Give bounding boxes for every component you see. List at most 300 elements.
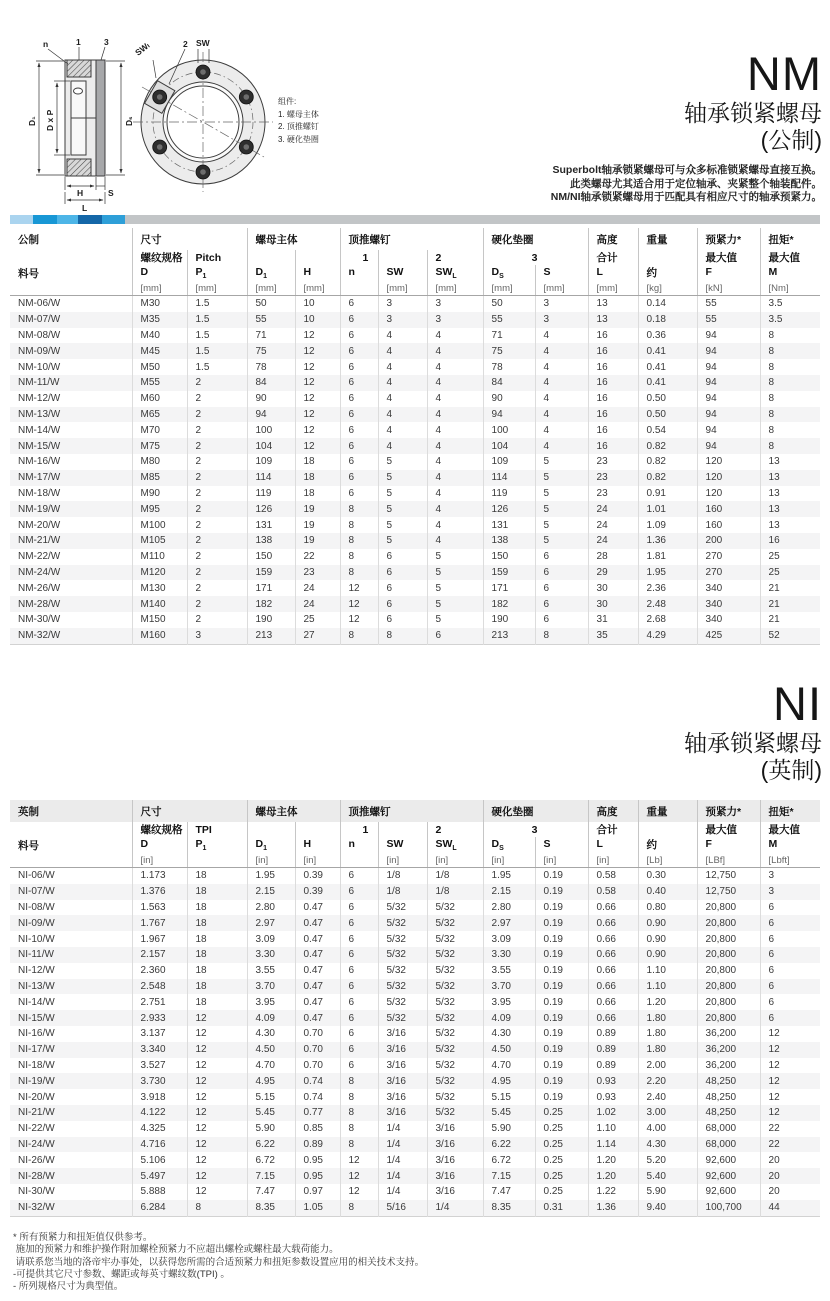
spec-cell: 6 <box>340 296 378 312</box>
part-number-cell: NM-21/W <box>18 535 61 547</box>
spec-cell: 12 <box>187 1168 247 1184</box>
spec-cell: 6 <box>340 375 378 391</box>
spec-cell: M55 <box>132 375 187 391</box>
spec-cell: 6 <box>340 947 378 963</box>
spec-cell: 12 <box>340 612 378 628</box>
spec-cell: 0.47 <box>295 979 340 995</box>
spec-cell: 5.40 <box>638 1168 697 1184</box>
spec-cell: 2.36 <box>638 580 697 596</box>
spec-cell: 6 <box>340 1042 378 1058</box>
col-unit <box>340 853 378 868</box>
accent-bar-segment <box>125 215 820 224</box>
spec-cell: 3 <box>760 868 820 884</box>
spec-cell: 5 <box>378 517 427 533</box>
metric-table-body <box>10 296 820 645</box>
spec-cell: 5/32 <box>427 1058 483 1074</box>
part-number-cell: NM-28/W <box>18 598 61 610</box>
spec-cell: 18 <box>187 915 247 931</box>
spec-cell: M80 <box>132 454 187 470</box>
spec-cell: 4 <box>535 328 588 344</box>
spec-cell: 3 <box>427 312 483 328</box>
table-row <box>10 1073 820 1089</box>
spec-cell: 6 <box>340 359 378 375</box>
spec-cell: 10 <box>295 312 340 328</box>
spec-cell: 12 <box>760 1026 820 1042</box>
spec-cell: 23 <box>295 565 340 581</box>
spec-cell: 1.36 <box>588 1200 638 1216</box>
spec-cell: 6 <box>340 1026 378 1042</box>
col-symbol: D <box>132 837 187 853</box>
table-row <box>10 391 820 407</box>
group-preload: 预紧力* <box>697 228 760 250</box>
spec-cell: 6 <box>340 470 378 486</box>
spec-cell: 1.10 <box>638 963 697 979</box>
spec-cell: 16 <box>588 343 638 359</box>
spec-cell: 6 <box>340 486 378 502</box>
spec-cell: 100 <box>247 422 295 438</box>
spec-cell: 1.5 <box>187 343 247 359</box>
table-row <box>10 517 820 533</box>
spec-cell: 7.15 <box>483 1168 535 1184</box>
nm-title-block <box>550 47 822 205</box>
table-row <box>10 328 820 344</box>
table-row <box>10 963 820 979</box>
spec-cell: 1.05 <box>295 1200 340 1216</box>
part-number-cell: NM-18/W <box>18 488 61 500</box>
spec-cell: 0.66 <box>588 1010 638 1026</box>
ni-unit-system: (英制) <box>760 757 822 783</box>
spec-cell: 3.918 <box>132 1089 187 1105</box>
spec-cell: 120 <box>697 486 760 502</box>
ni-title-block <box>684 677 822 784</box>
col-unit: [in] <box>378 853 427 868</box>
col-symbol: S <box>535 265 588 281</box>
spec-cell: 78 <box>483 359 535 375</box>
spec-cell: 190 <box>247 612 295 628</box>
spec-cell: 3/16 <box>378 1026 427 1042</box>
group-size: 尺寸 <box>132 800 247 822</box>
spec-cell: 1.80 <box>638 1042 697 1058</box>
spec-cell: 4 <box>378 422 427 438</box>
spec-cell: 5 <box>535 486 588 502</box>
spec-cell: 3/16 <box>427 1168 483 1184</box>
spec-cell: 1/4 <box>378 1137 427 1153</box>
spec-cell: 2.20 <box>638 1073 697 1089</box>
spec-cell: 0.19 <box>535 884 588 900</box>
spec-cell: 1/4 <box>378 1184 427 1200</box>
spec-cell: 4 <box>378 328 427 344</box>
spec-cell: 1/4 <box>427 1200 483 1216</box>
part-number-cell: NI-06/W <box>18 870 55 882</box>
spec-cell: 2 <box>187 565 247 581</box>
col-symbol: S <box>535 837 588 853</box>
group-height: 高度 <box>588 228 638 250</box>
spec-cell: 5.90 <box>247 1121 295 1137</box>
spec-cell: 6 <box>340 312 378 328</box>
spec-cell: 5/32 <box>427 1026 483 1042</box>
part-number-cell: NI-26/W <box>18 1154 55 1166</box>
table-row <box>10 407 820 423</box>
spec-cell: 2 <box>187 596 247 612</box>
spec-cell: 4 <box>378 375 427 391</box>
spec-cell: 12 <box>295 438 340 454</box>
col-unit: [mm] <box>427 281 483 296</box>
spec-cell: 5/32 <box>378 994 427 1010</box>
spec-cell: 8 <box>340 1105 378 1121</box>
spec-cell: 55 <box>697 296 760 312</box>
spec-cell: 84 <box>483 375 535 391</box>
max-value-label: 最大值 <box>760 250 820 265</box>
spec-cell: 5/32 <box>378 979 427 995</box>
spec-cell: 0.47 <box>295 994 340 1010</box>
col-symbol: $P_1$ <box>187 265 247 281</box>
component-legend <box>278 96 319 146</box>
spec-cell: 6 <box>378 596 427 612</box>
spec-cell: 0.41 <box>638 359 697 375</box>
region-label: 公制 <box>18 233 39 246</box>
col-symbol: $D_1$ <box>247 837 295 853</box>
spec-cell: 1/8 <box>427 868 483 884</box>
spec-cell: 8.35 <box>247 1200 295 1216</box>
spec-cell: 3 <box>187 628 247 644</box>
table-row <box>10 1152 820 1168</box>
spec-cell: 20 <box>760 1168 820 1184</box>
spec-cell: 1.22 <box>588 1184 638 1200</box>
table-row <box>10 1105 820 1121</box>
col-unit: [Nm] <box>760 281 820 296</box>
spec-cell: 94 <box>483 407 535 423</box>
spec-cell: 4.95 <box>483 1073 535 1089</box>
spec-cell: 20 <box>760 1184 820 1200</box>
spec-cell: 94 <box>697 328 760 344</box>
spec-cell: 55 <box>697 312 760 328</box>
spec-cell: 8 <box>760 391 820 407</box>
spec-cell: 20,800 <box>697 994 760 1010</box>
spec-cell: 6 <box>340 1058 378 1074</box>
spec-cell: 3 <box>378 296 427 312</box>
spec-cell: 4 <box>535 407 588 423</box>
spec-cell: 150 <box>483 549 535 565</box>
spec-cell: 8 <box>378 628 427 644</box>
table-row <box>10 422 820 438</box>
spec-cell: 2.97 <box>247 915 295 931</box>
spec-cell: 8 <box>340 628 378 644</box>
spec-cell: M40 <box>132 328 187 344</box>
spec-cell: 5 <box>378 501 427 517</box>
col-symbol: $SW_L$ <box>427 837 483 853</box>
group-jackbolts: 顶推螺钉 <box>340 228 483 250</box>
spec-cell: 2 <box>187 454 247 470</box>
spec-cell: 159 <box>483 565 535 581</box>
spec-cell: 0.19 <box>535 979 588 995</box>
imperial-table-body <box>10 868 820 1217</box>
spec-cell: 8 <box>340 1073 378 1089</box>
group-weight: 重量 <box>638 800 697 822</box>
spec-cell: 12 <box>760 1042 820 1058</box>
spec-cell: 0.25 <box>535 1105 588 1121</box>
spec-cell: M85 <box>132 470 187 486</box>
spec-cell: 3/16 <box>378 1042 427 1058</box>
spec-cell: 3.730 <box>132 1073 187 1089</box>
spec-cell: 12,750 <box>697 884 760 900</box>
spec-cell: 22 <box>760 1137 820 1153</box>
legend-item: 1. 螺母主体 <box>278 109 319 119</box>
col-unit: [mm] <box>535 281 588 296</box>
spec-cell: 6 <box>340 868 378 884</box>
spec-cell: 3/16 <box>378 1058 427 1074</box>
spec-cell: 4 <box>427 501 483 517</box>
spec-cell: 3 <box>535 312 588 328</box>
spec-cell: 5.90 <box>483 1121 535 1137</box>
spec-cell: 1/8 <box>378 868 427 884</box>
spec-cell: 5/32 <box>378 1010 427 1026</box>
spec-cell: 100 <box>483 422 535 438</box>
spec-cell: 12 <box>760 1105 820 1121</box>
spec-cell: 5.15 <box>247 1089 295 1105</box>
part-number-cell: NM-10/W <box>18 361 61 373</box>
col-unit <box>340 281 378 296</box>
spec-cell: 94 <box>697 422 760 438</box>
spec-cell: M45 <box>132 343 187 359</box>
spec-cell: 0.50 <box>638 407 697 423</box>
dim-label-d1: D₁ <box>27 116 37 126</box>
spec-cell: 3.95 <box>483 994 535 1010</box>
spec-cell: 270 <box>697 565 760 581</box>
spec-cell: 23 <box>588 470 638 486</box>
spec-cell: 36,200 <box>697 1058 760 1074</box>
table-row <box>10 1026 820 1042</box>
spec-cell: 6 <box>340 884 378 900</box>
ni-product-name: 轴承锁紧螺母 <box>684 730 822 756</box>
spec-cell: 5/32 <box>378 915 427 931</box>
spec-cell: 50 <box>483 296 535 312</box>
spec-cell: 6 <box>535 565 588 581</box>
spec-cell: 4.325 <box>132 1121 187 1137</box>
spec-cell: 2 <box>187 486 247 502</box>
spec-cell: 12 <box>340 596 378 612</box>
spec-cell: 1/4 <box>378 1152 427 1168</box>
spec-cell: 8 <box>340 1137 378 1153</box>
spec-cell: 150 <box>247 549 295 565</box>
spec-cell: 3/16 <box>378 1105 427 1121</box>
spec-cell: 5 <box>427 549 483 565</box>
spec-cell: 6 <box>378 565 427 581</box>
spec-cell: 4 <box>427 517 483 533</box>
spec-cell: 0.74 <box>295 1089 340 1105</box>
table-row <box>10 1042 820 1058</box>
spec-cell: 0.25 <box>535 1137 588 1153</box>
table-row <box>10 359 820 375</box>
group-nut-body: 螺母主体 <box>247 228 340 250</box>
spec-cell: 425 <box>697 628 760 644</box>
spec-cell: 5/32 <box>427 900 483 916</box>
component-1-label: 1 <box>340 822 378 837</box>
spec-cell: M65 <box>132 407 187 423</box>
spec-cell: 3/16 <box>378 1089 427 1105</box>
table-row <box>10 868 820 884</box>
spec-cell: 18 <box>187 979 247 995</box>
group-torque: 扭矩* <box>760 800 820 822</box>
table-row <box>10 549 820 565</box>
spec-cell: 2 <box>187 533 247 549</box>
spec-cell: 16 <box>588 422 638 438</box>
table-row <box>10 947 820 963</box>
table-row <box>10 979 820 995</box>
table-row <box>10 454 820 470</box>
spec-cell: 0.41 <box>638 343 697 359</box>
spec-cell: 4 <box>535 343 588 359</box>
spec-cell: 6 <box>760 900 820 916</box>
spec-cell: 2 <box>187 580 247 596</box>
spec-cell: M160 <box>132 628 187 644</box>
spec-cell: 4.29 <box>638 628 697 644</box>
spec-cell: 12 <box>187 1058 247 1074</box>
pitch-label: Pitch <box>187 250 247 265</box>
part-number-cell: NI-11/W <box>18 949 54 961</box>
spec-cell: 0.95 <box>295 1152 340 1168</box>
spec-cell: 13 <box>760 501 820 517</box>
spec-cell: 114 <box>483 470 535 486</box>
spec-cell: 6 <box>340 328 378 344</box>
spec-cell: 2 <box>187 375 247 391</box>
spec-cell: 5.90 <box>638 1184 697 1200</box>
spec-cell: 8 <box>760 328 820 344</box>
spec-cell: 4 <box>535 375 588 391</box>
spec-cell: 78 <box>247 359 295 375</box>
spec-cell: 4.122 <box>132 1105 187 1121</box>
spec-cell: 5/32 <box>378 900 427 916</box>
spec-cell: 12 <box>187 1105 247 1121</box>
max-value-label: 最大值 <box>760 822 820 837</box>
spec-cell: 1.5 <box>187 296 247 312</box>
thread-spec-label: 螺纹规格 <box>132 822 187 837</box>
spec-cell: 5 <box>378 470 427 486</box>
spec-cell: 8 <box>187 1200 247 1216</box>
table-row <box>10 1200 820 1216</box>
spec-cell: 114 <box>247 470 295 486</box>
spec-cell: 5/32 <box>427 979 483 995</box>
spec-cell: 6 <box>760 1010 820 1026</box>
part-number-cell: NM-13/W <box>18 409 61 421</box>
spec-cell: 109 <box>483 454 535 470</box>
dim-label-swl: SWₗ <box>133 40 152 58</box>
spec-cell: 12 <box>295 422 340 438</box>
spec-cell: 8.35 <box>483 1200 535 1216</box>
spec-cell: 131 <box>483 517 535 533</box>
spec-cell: 2 <box>187 517 247 533</box>
col-symbol: L <box>588 837 638 853</box>
spec-cell: 94 <box>697 343 760 359</box>
spec-cell: 6 <box>535 596 588 612</box>
table-row <box>10 1168 820 1184</box>
part-number-cell: NI-19/W <box>18 1075 55 1087</box>
spec-cell: 6 <box>340 1010 378 1026</box>
spec-cell: 13 <box>760 454 820 470</box>
region-label: 英制 <box>10 800 132 822</box>
spec-cell: 12 <box>295 375 340 391</box>
spec-cell: 21 <box>760 580 820 596</box>
col-unit: [in] <box>535 853 588 868</box>
spec-cell: 5/32 <box>427 1105 483 1121</box>
spec-cell: M95 <box>132 501 187 517</box>
spec-cell: M90 <box>132 486 187 502</box>
spec-cell: 182 <box>483 596 535 612</box>
spec-cell: 0.90 <box>638 931 697 947</box>
part-number-cell: NM-07/W <box>18 314 61 326</box>
col-unit: [mm] <box>588 281 638 296</box>
spec-cell: 4 <box>427 391 483 407</box>
spec-cell: 1.967 <box>132 931 187 947</box>
spec-cell: 1.20 <box>588 1168 638 1184</box>
spec-cell: 2.68 <box>638 612 697 628</box>
spec-cell: 0.58 <box>588 884 638 900</box>
col-symbol: $P_1$ <box>187 837 247 853</box>
legend-item: 2. 顶推螺钉 <box>278 122 319 131</box>
table-row <box>10 900 820 916</box>
spec-cell: 4 <box>427 438 483 454</box>
spec-cell: 0.14 <box>638 296 697 312</box>
spec-cell: 20,800 <box>697 900 760 916</box>
spec-cell: 0.66 <box>588 994 638 1010</box>
dim-label-s: S <box>108 188 114 198</box>
spec-cell: 2.97 <box>483 915 535 931</box>
spec-cell: 21 <box>760 612 820 628</box>
spec-cell: 1.80 <box>638 1010 697 1026</box>
spec-cell: 6 <box>427 628 483 644</box>
spec-cell: 2.548 <box>132 979 187 995</box>
spec-cell: 2 <box>187 501 247 517</box>
col-symbol: n <box>340 837 378 853</box>
spec-cell: 12 <box>187 1010 247 1026</box>
spec-cell: 0.19 <box>535 1058 588 1074</box>
spec-cell: 1.14 <box>588 1137 638 1153</box>
spec-cell: 4 <box>427 328 483 344</box>
spec-cell: 13 <box>760 470 820 486</box>
spec-cell: 5 <box>535 533 588 549</box>
spec-cell: 20 <box>760 1152 820 1168</box>
part-number-cell: NM-08/W <box>18 330 61 342</box>
spec-cell: 5 <box>378 533 427 549</box>
spec-cell: 0.40 <box>638 884 697 900</box>
spec-cell: 0.58 <box>588 868 638 884</box>
spec-cell: 16 <box>588 407 638 423</box>
spec-cell: 48,250 <box>697 1105 760 1121</box>
col-symbol: H <box>295 837 340 853</box>
spec-cell: 0.31 <box>535 1200 588 1216</box>
spec-cell: 94 <box>697 407 760 423</box>
spec-cell: 20,800 <box>697 915 760 931</box>
spec-cell: 2 <box>187 422 247 438</box>
spec-cell: 5 <box>427 580 483 596</box>
spec-cell: 126 <box>247 501 295 517</box>
spec-cell: 94 <box>697 375 760 391</box>
spec-cell: 6 <box>378 612 427 628</box>
spec-cell: 160 <box>697 501 760 517</box>
spec-cell: 8 <box>340 1121 378 1137</box>
spec-cell: 18 <box>295 486 340 502</box>
spec-cell: 20,800 <box>697 963 760 979</box>
col-unit: [mm] <box>295 281 340 296</box>
spec-cell: 12 <box>340 580 378 596</box>
spec-cell: 3/16 <box>378 1073 427 1089</box>
accent-bar-segment <box>33 215 57 224</box>
spec-cell: 94 <box>247 407 295 423</box>
spec-cell: 8 <box>760 422 820 438</box>
spec-cell: 9.40 <box>638 1200 697 1216</box>
accent-bar-segment <box>78 215 102 224</box>
table-row <box>10 533 820 549</box>
spec-cell: 0.19 <box>535 947 588 963</box>
